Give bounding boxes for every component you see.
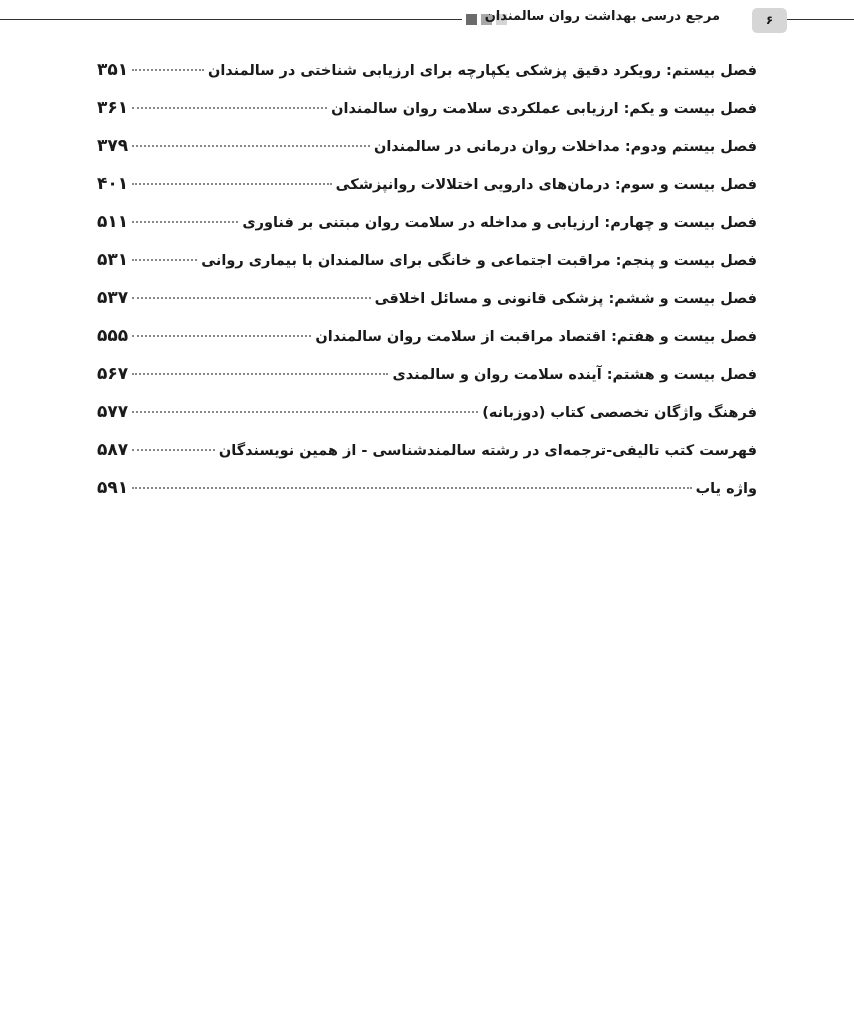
toc-entry [97, 431, 757, 469]
toc-entry-page: ۳۵۱ [97, 60, 129, 80]
square-dark [466, 14, 477, 25]
toc-dot-leader [132, 373, 388, 375]
toc-entry-title: فصل بیست و سوم: درمان‌های دارویی اختلالات روانپزشکی [335, 177, 757, 193]
toc-entry [97, 241, 757, 279]
toc-entry-page: ۵۱۱ [97, 212, 129, 232]
toc-entry-page: ۵۸۷ [97, 440, 129, 460]
toc-entry-page: ۳۷۹ [97, 136, 129, 156]
toc-entry [97, 203, 757, 241]
toc-entry-page: ۵۹۱ [97, 478, 129, 498]
header-rule-left [0, 19, 462, 20]
toc-entry-title: فصل بیست و یکم: ارزیابی عملکردی سلامت روان سالمندان [331, 101, 757, 117]
toc-entry-title: فهرست کتب تالیفی-ترجمه‌ای در رشته سالمندشناسی - از همین نویسندگان [218, 443, 757, 459]
toc-entry-title: فصل بیست و هشتم: آینده سلامت روان و سالمندی [392, 367, 757, 383]
toc-entry [97, 165, 757, 203]
toc-dot-leader [132, 183, 331, 185]
toc-entry-title: فصل بیستم ودوم: مداخلات روان درمانی در سالمندان [373, 139, 757, 155]
toc-entry-title: واژه یاب [695, 481, 757, 497]
toc-entry [97, 127, 757, 165]
toc-entry-title: فصل بیست و پنجم: مراقبت اجتماعی و خانگی برای سالمندان با بیماری روانی [201, 253, 757, 269]
page-header [0, 0, 854, 40]
toc-entry-page: ۵۳۷ [97, 288, 129, 308]
toc-entry [97, 393, 757, 431]
toc-entry-title: فصل بیست و هفتم: اقتصاد مراقبت از سلامت روان سالمندان [315, 329, 757, 345]
toc-entry [97, 355, 757, 393]
toc-dot-leader [132, 221, 238, 223]
toc-entry-page: ۵۷۷ [97, 402, 129, 422]
header-rule-right [787, 19, 854, 20]
toc-entry-title: فصل بیست و چهارم: ارزیابی و مداخله در سلامت روان مبتنی بر فناوری [242, 215, 757, 231]
toc-dot-leader [132, 411, 478, 413]
toc-entry-page: ۳۶۱ [97, 98, 129, 118]
toc-dot-leader [132, 487, 691, 489]
toc-entry-page: ۴۰۱ [97, 174, 129, 194]
toc-entry-page: ۵۳۱ [97, 250, 129, 270]
toc-entry-page: ۵۶۷ [97, 364, 129, 384]
toc-entry-page: ۵۵۵ [97, 326, 129, 346]
toc-entry [97, 89, 757, 127]
toc-entry-title: فصل بیست و ششم: پزشکی قانونی و مسائل اخلاقی [374, 291, 757, 307]
toc-entry [97, 279, 757, 317]
toc-dot-leader [132, 69, 204, 71]
page-number: ۶ [765, 13, 774, 27]
toc-entry [97, 317, 757, 355]
book-title: مرجع درسی بهداشت روان سالمندان [484, 9, 720, 24]
toc-entry-title: فصل بیستم: رویکرد دقیق پزشکی یکپارچه برای ارزیابی شناختی در سالمندان [207, 63, 757, 79]
toc-dot-leader [132, 107, 327, 109]
toc-entry [97, 469, 757, 507]
toc-dot-leader [132, 145, 370, 147]
toc-entry [97, 51, 757, 89]
toc-dot-leader [132, 259, 197, 261]
table-of-contents [97, 51, 757, 507]
toc-dot-leader [132, 297, 370, 299]
toc-entry-title: فرهنگ واژگان تخصصی کتاب (دوزبانه) [482, 405, 757, 421]
toc-dot-leader [132, 335, 311, 337]
toc-dot-leader [132, 449, 215, 451]
page-number-tab [752, 8, 787, 33]
